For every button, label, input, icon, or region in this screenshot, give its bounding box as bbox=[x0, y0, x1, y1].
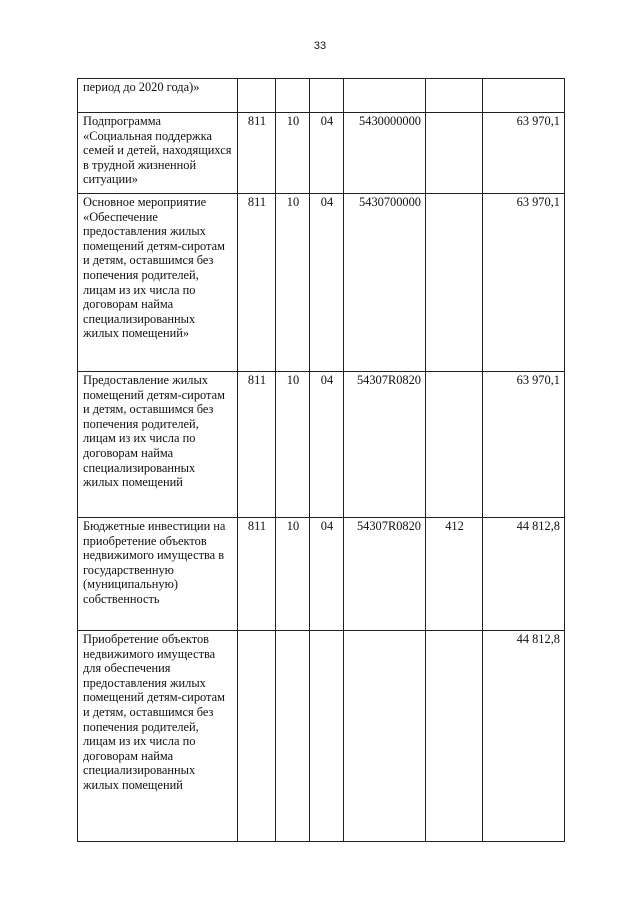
grbs-cell: 811 bbox=[238, 518, 276, 631]
expense-type-cell bbox=[426, 113, 483, 194]
row-name-cell: Основное мероприятие «Обеспечение предоставления жилых помещений детям-сиротам и детям, оставшимся без попечения родителей, лицам из их числа по договорам найма специализированных жилых помещений» bbox=[78, 194, 238, 372]
table-row bbox=[78, 518, 565, 631]
row-name-cell: Бюджетные инвестиции на приобретение объектов недвижимого имущества в государственную (муниципальную) собственность bbox=[78, 518, 238, 631]
table-row bbox=[78, 194, 565, 372]
target-article-cell: 54307R0820 bbox=[344, 372, 426, 518]
grbs-cell bbox=[238, 631, 276, 842]
grbs-cell: 811 bbox=[238, 113, 276, 194]
target-article-cell bbox=[344, 631, 426, 842]
table-row bbox=[78, 631, 565, 842]
subsection-cell bbox=[310, 631, 344, 842]
table-row bbox=[78, 113, 565, 194]
target-article-cell bbox=[344, 79, 426, 113]
row-name-cell: Предоставление жилых помещений детям-сиротам и детям, оставшимся без попечения родителей, лицам из их числа по договорам найма специализированных жилых помещений bbox=[78, 372, 238, 518]
section-cell: 10 bbox=[276, 194, 310, 372]
table-row bbox=[78, 372, 565, 518]
sum-cell: 44 812,8 bbox=[483, 631, 565, 842]
table-row bbox=[78, 79, 565, 113]
subsection-cell bbox=[310, 79, 344, 113]
expense-type-cell bbox=[426, 372, 483, 518]
sum-cell: 63 970,1 bbox=[483, 113, 565, 194]
budget-table bbox=[77, 78, 565, 842]
sum-cell: 44 812,8 bbox=[483, 518, 565, 631]
row-name-cell: Подпрограмма «Социальная поддержка семей и детей, находящихся в трудной жизненной ситуации» bbox=[78, 113, 238, 194]
page-number: 33 bbox=[313, 40, 327, 52]
section-cell: 10 bbox=[276, 372, 310, 518]
row-name-cell: Приобретение объектов недвижимого имущества для обеспечения предоставления жилых помещений детям-сиротам и детям, оставшимся без попечения родителей, лицам из их числа по договорам найма специализированных жилых помещений bbox=[78, 631, 238, 842]
sum-cell: 63 970,1 bbox=[483, 372, 565, 518]
subsection-cell: 04 bbox=[310, 372, 344, 518]
subsection-cell: 04 bbox=[310, 194, 344, 372]
section-cell: 10 bbox=[276, 113, 310, 194]
expense-type-cell: 412 bbox=[426, 518, 483, 631]
subsection-cell: 04 bbox=[310, 518, 344, 631]
expense-type-cell bbox=[426, 194, 483, 372]
expense-type-cell bbox=[426, 631, 483, 842]
grbs-cell bbox=[238, 79, 276, 113]
subsection-cell: 04 bbox=[310, 113, 344, 194]
grbs-cell: 811 bbox=[238, 194, 276, 372]
row-name-cell: период до 2020 года)» bbox=[78, 79, 238, 113]
section-cell bbox=[276, 631, 310, 842]
section-cell: 10 bbox=[276, 518, 310, 631]
sum-cell: 63 970,1 bbox=[483, 194, 565, 372]
grbs-cell: 811 bbox=[238, 372, 276, 518]
target-article-cell: 5430000000 bbox=[344, 113, 426, 194]
sum-cell bbox=[483, 79, 565, 113]
section-cell bbox=[276, 79, 310, 113]
target-article-cell: 54307R0820 bbox=[344, 518, 426, 631]
target-article-cell: 5430700000 bbox=[344, 194, 426, 372]
expense-type-cell bbox=[426, 79, 483, 113]
